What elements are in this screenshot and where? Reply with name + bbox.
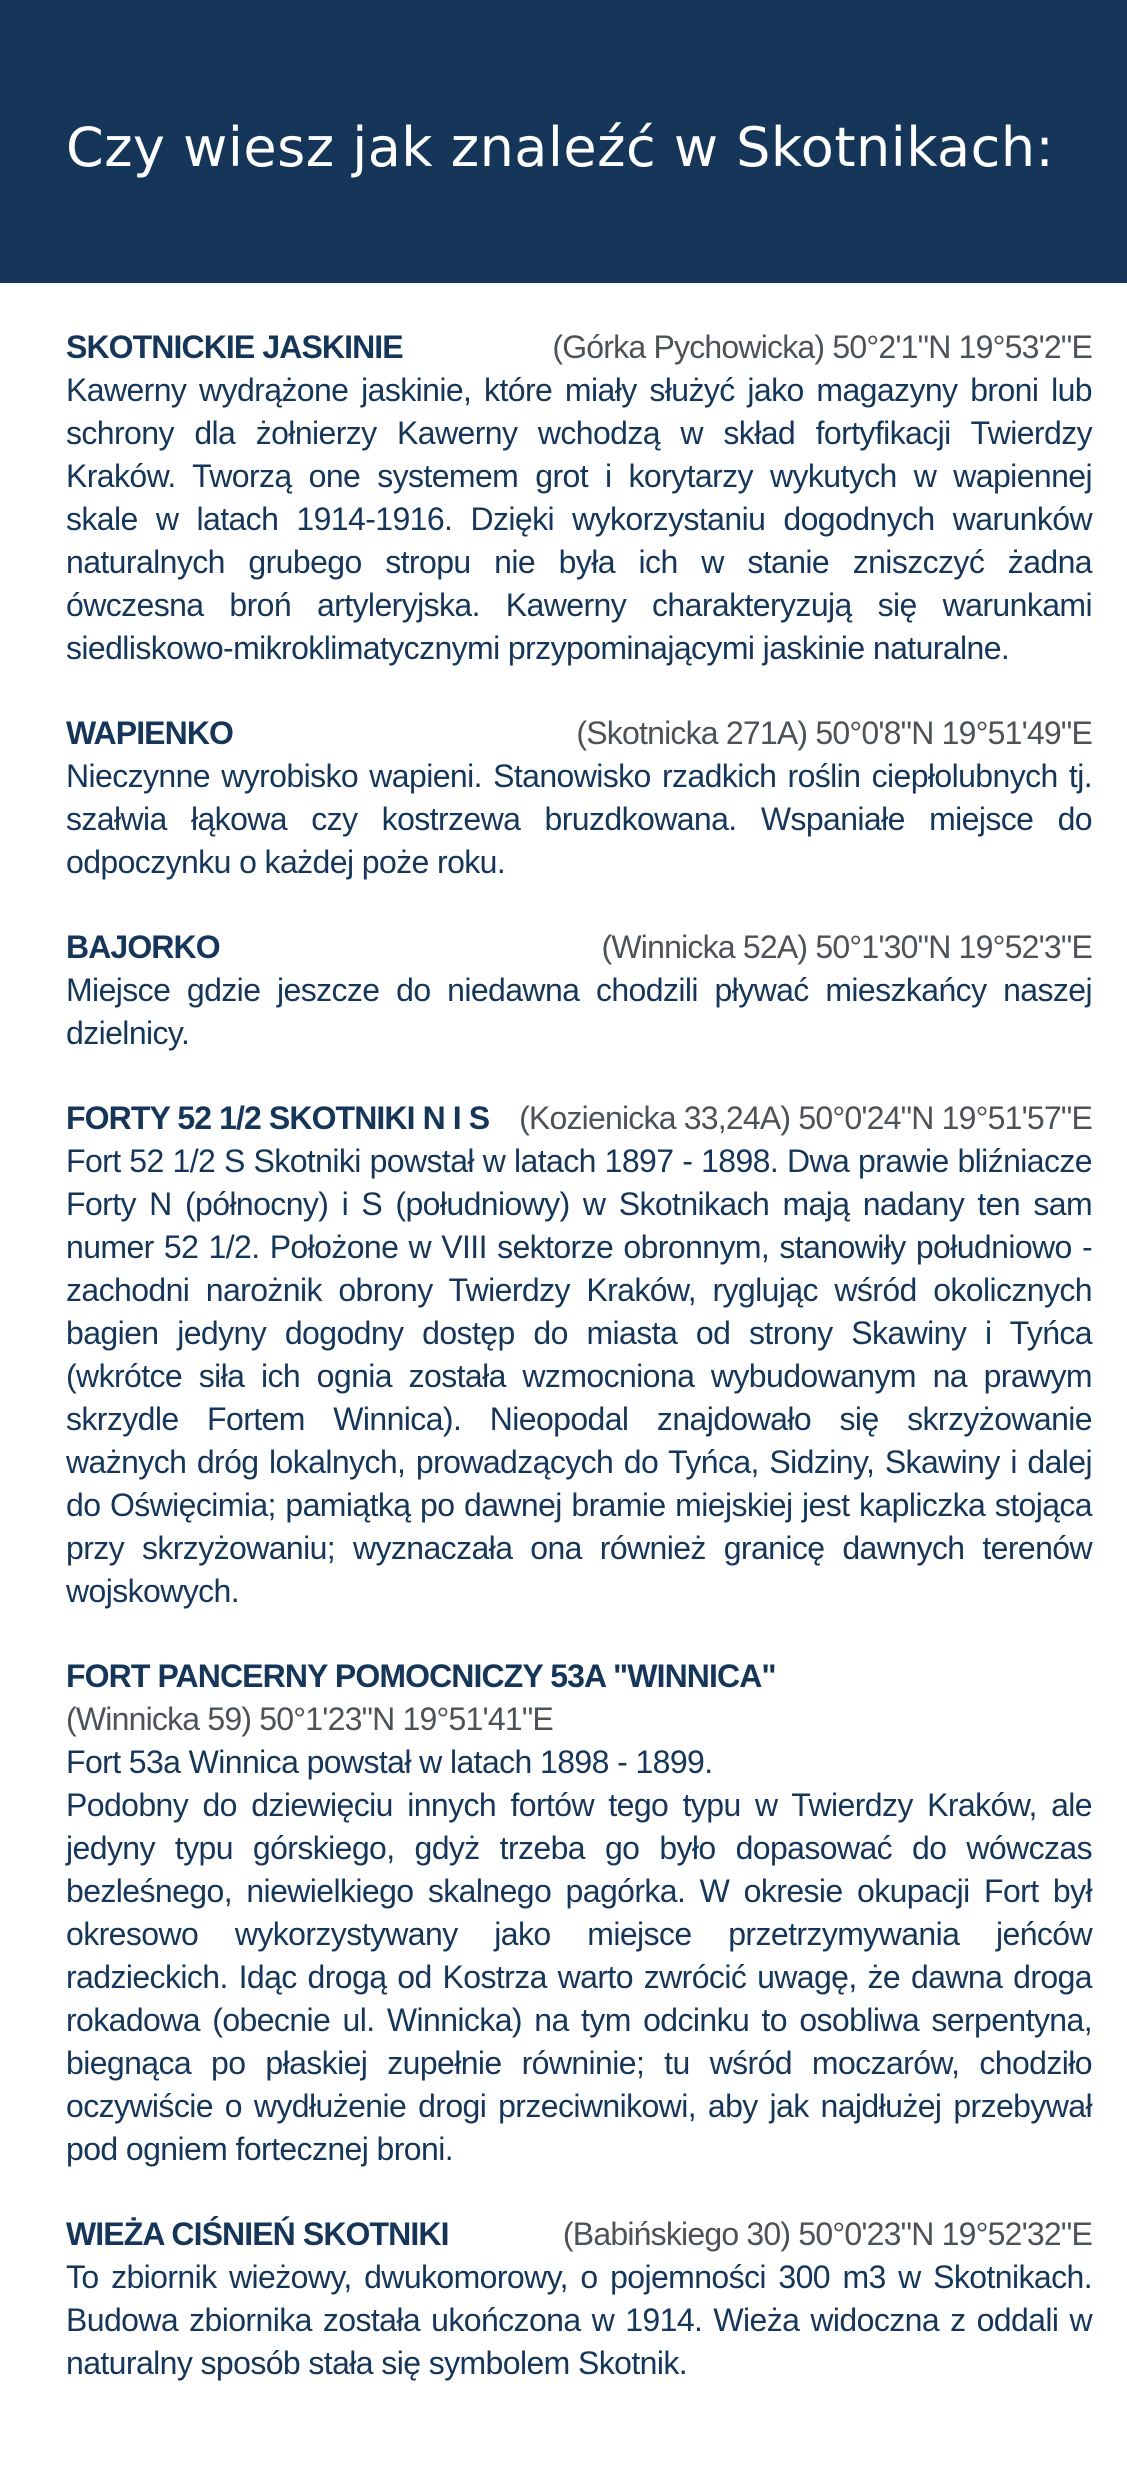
section-location: (Winnicka 52A) 50°1'30"N 19°52'3"E — [601, 929, 1092, 965]
section-header — [66, 926, 1092, 969]
section-title: WAPIENKO — [66, 715, 234, 751]
section-location: (Kozienicka 33,24A) 50°0'24"N 19°51'57"E — [519, 1100, 1092, 1136]
section-forty-skotniki — [66, 1097, 1092, 1613]
places-list — [66, 326, 1092, 2427]
section-title: FORTY 52 1/2 SKOTNIKI N I S — [66, 1100, 490, 1136]
section-paragraph: Fort 53a Winnica powstał w latach 1898 - 1899. — [66, 1744, 713, 1780]
page-title: Czy wiesz jak znaleźć w Skotnikach: — [66, 116, 1055, 179]
section-paragraph: Kawerny wydrążone jaskinie, które miały służyć jako magazyny broni lub schrony dla żołnierzy Kawerny wchodzą w skład fortyfikacji Twierdzy Kraków. Tworzą one systemem grot i korytarzy wykutych w wapiennej skale w latach 1914-1916. Dzięki wykorzystaniu dogodnych warunków naturalnych grubego stropu nie była ich w stanie zniszczyć żadna ówczesna broń artyleryjska. Kawerny charakteryzują się warunkami siedliskowo-mikroklimatycznymi przypominającymi jaskinie naturalne. — [66, 372, 1092, 666]
section-paragraph: Podobny do dziewięciu innych fortów tego typu w Twierdzy Kraków, ale jedyny typu górskiego, gdyż trzeba go było dopasować do wówczas bezleśnego, niewielkiego skalnego pagórka. W okresie okupacji Fort był okresowo wykorzystywany jako miejsce przetrzymywania jeńców radzieckich. Idąc drogą od Kostrza warto zwrócić uwagę, że dawna droga rokadowa (obecnie ul. Winnicka) na tym odcinku to osobliwa serpentyna, biegnąca po płaskiej zupełnie równinie; tu wśród moczarów, chodziło oczywiście o wydłużenie drogi przeciwnikowi, aby jak najdłużej przebywał pod ogniem fortecznej broni. — [66, 1787, 1092, 2167]
section-wapienko — [66, 712, 1092, 884]
section-paragraph: Fort 52 1/2 S Skotniki powstał w latach 1897 - 1898. Dwa prawie bliźniacze Forty N (północny) i S (południowy) w Skotnikach mają nadany ten sam numer 52 1/2. Położone w VIII sektorze obronnym, stanowiły południowo - zachodni narożnik obrony Twierdzy Kraków, ryglując wśród okolicznych bagien jedyny dogodny dostęp do miasta od strony Skawiny i Tyńca (wkrótce siła ich ognia została wzmocniona wybudowanym na prawym skrzydle Fortem Winnica). Nieopodal znajdowało się skrzyżowanie ważnych dróg lokalnych, prowadzących do Tyńca, Sidziny, Skawiny i dalej do Oświęcimia; pamiątką po dawnej bramie miejskiej jest kapliczka stojąca przy skrzyżowaniu; wyznaczała ona również granicę dawnych terenów wojskowych. — [66, 1143, 1092, 1609]
section-paragraph: To zbiornik wieżowy, dwukomorowy, o pojemności 300 m3 w Skotnikach. Budowa zbiornika została ukończona w 1914. Wieża widoczna z oddali w naturalny sposób stała się symbolem Skotnik. — [66, 2259, 1092, 2381]
section-title: BAJORKO — [66, 929, 220, 965]
section-title: FORT PANCERNY POMOCNICZY 53A "WINNICA" — [66, 1658, 776, 1694]
header-banner — [0, 0, 1127, 283]
section-location: (Skotnicka 271A) 50°0'8"N 19°51'49"E — [576, 715, 1092, 751]
section-header — [66, 326, 1092, 369]
section-location: (Babińskiego 30) 50°0'23"N 19°52'32"E — [562, 2216, 1092, 2252]
section-wieza-cisnien — [66, 2213, 1092, 2385]
section-header — [66, 2213, 1092, 2256]
section-location: (Górka Pychowicka) 50°2'1"N 19°53'2"E — [552, 329, 1092, 365]
section-title: WIEŻA CIŚNIEŃ SKOTNIKI — [66, 2216, 449, 2252]
section-paragraph: Nieczynne wyrobisko wapieni. Stanowisko rzadkich roślin ciepłolubnych tj. szałwia łąkowa czy kostrzewa bruzdkowana. Wspaniałe miejsce do odpoczynku o każdej poże roku. — [66, 758, 1092, 880]
section-header — [66, 1655, 1092, 1741]
section-location: (Winnicka 59) 50°1'23"N 19°51'41"E — [66, 1701, 553, 1737]
section-title: SKOTNICKIE JASKINIE — [66, 329, 403, 365]
section-paragraph: Miejsce gdzie jeszcze do niedawna chodzili pływać mieszkańcy naszej dzielnicy. — [66, 972, 1092, 1051]
section-skotnickie-jaskinie — [66, 326, 1092, 670]
section-fort-winnica — [66, 1655, 1092, 2171]
section-header — [66, 712, 1092, 755]
section-bajorko — [66, 926, 1092, 1055]
section-header — [66, 1097, 1092, 1140]
